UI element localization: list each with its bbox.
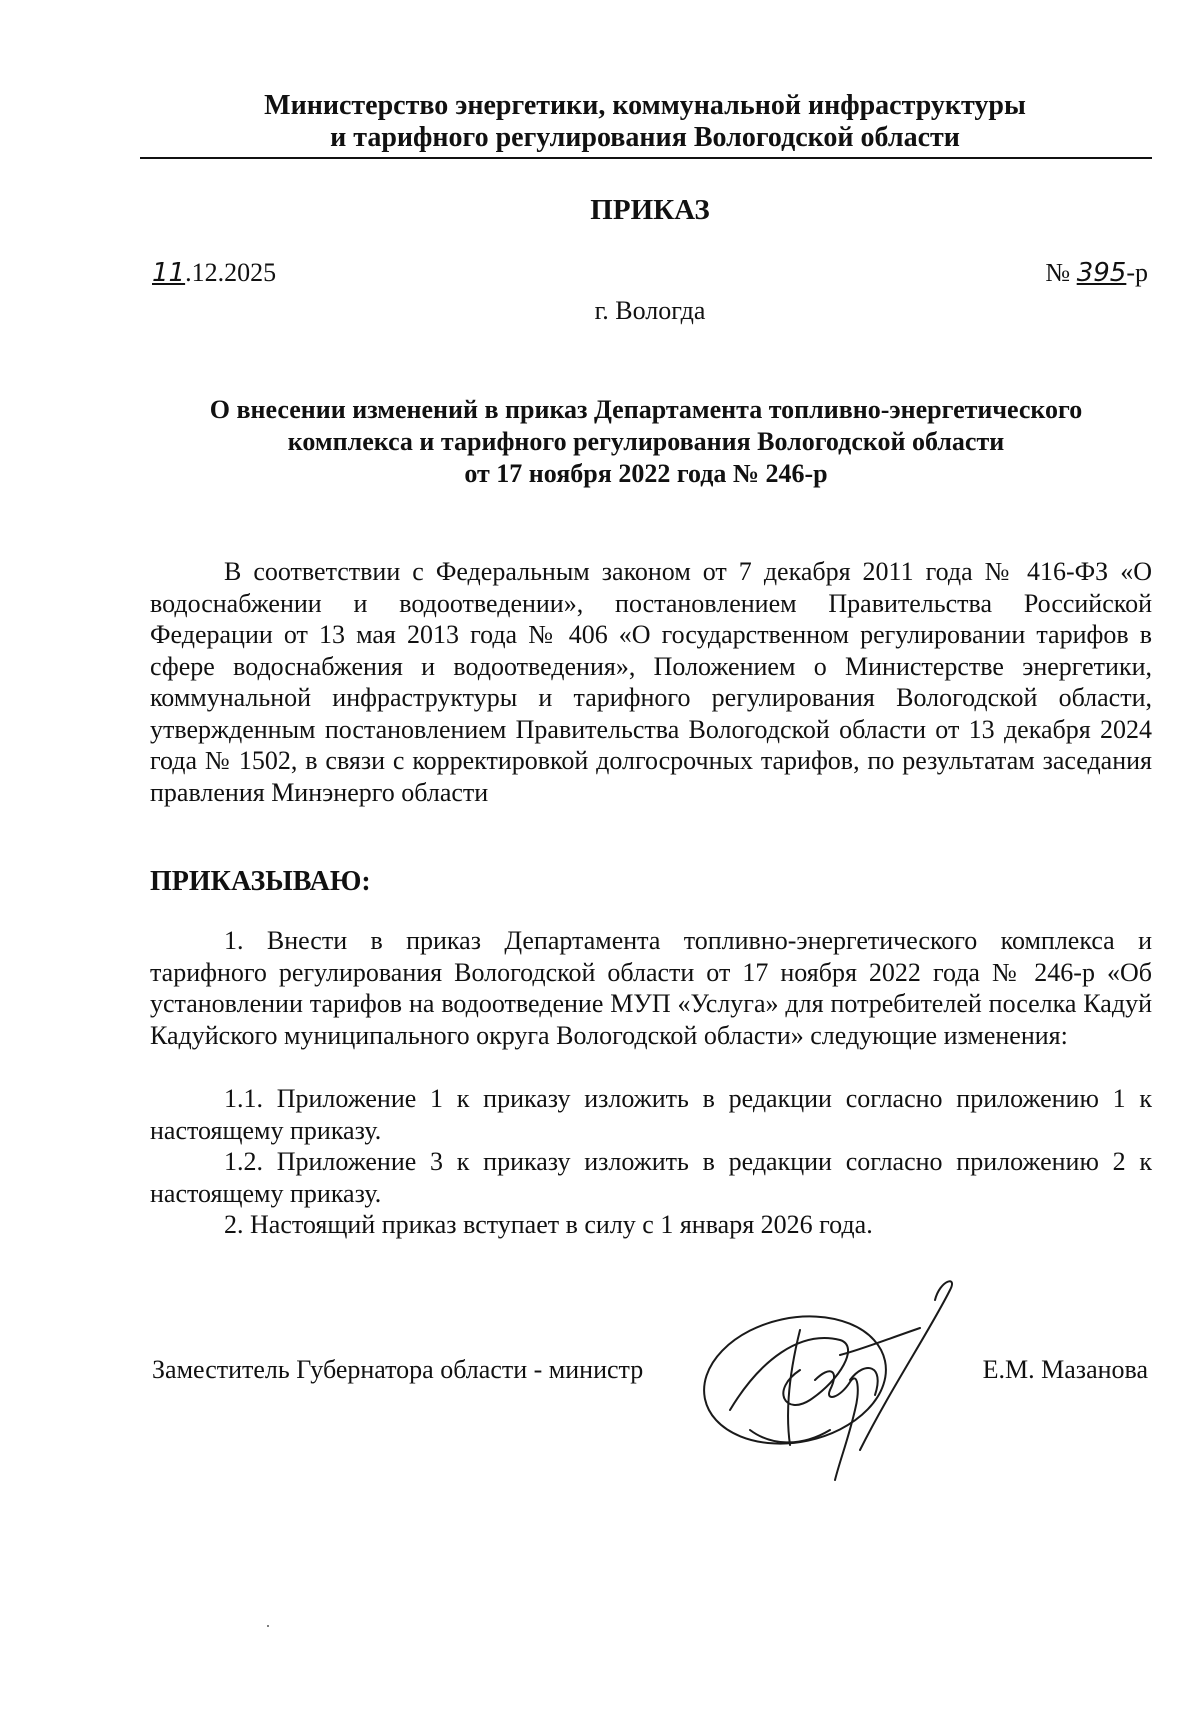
city-name: г. Вологда (594, 296, 706, 325)
header-divider (140, 157, 1152, 159)
ministry-header (140, 90, 1150, 154)
scan-speck (267, 1625, 269, 1627)
handwritten-signature (690, 1270, 990, 1490)
order-subject-line-1: О внесении изменений в приказ Департамента топливно-энергетического (209, 395, 1083, 424)
signatory-name: Е.М. Мазанова (982, 1355, 1148, 1384)
order-subject (140, 394, 1152, 490)
order-item-1: 1. Внести в приказ Департамента топливно-энергетического комплекса и тарифного регулирования Вологодской области от 17 ноября 2022 года № 246-р «Об установлении тарифов на водоотведение МУП «Услуга» для потребителей поселка Кадуй Кадуйского муниципального округа Вологодской области» следующие изменения: (150, 926, 1152, 1050)
command-word: ПРИКАЗЫВАЮ: (150, 866, 371, 897)
signatory-position: Заместитель Губернатора области - министр (152, 1355, 644, 1384)
order-item-2: 2. Настоящий приказ вступает в силу с 1 января 2026 года. (224, 1210, 873, 1239)
order-subject-line-3: от 17 ноября 2022 года № 246-р (464, 459, 828, 488)
order-number-suffix: -р (1126, 258, 1148, 287)
preamble-paragraph: В соответствии с Федеральным законом от 7 декабря 2011 года № 416-ФЗ «О водоснабжении и водоотведении», постановлением Правительства Российской Федерации от 13 мая 2013 года № 406 «О государственном регулировании тарифов в сфере водоснабжения и водоотведения», Положением о Министерстве энергетики, коммунальной инфраструктуры и тарифного регулирования Вологодской области, утвержденным постановлением Правительства Вологодской области от 13 декабря 2024 года № 1502, в связи с корректировкой долгосрочных тарифов, по результатам заседания правления Минэнерго области (150, 557, 1152, 807)
order-subject-line-2: комплекса и тарифного регулирования Вологодской области (287, 427, 1005, 456)
order-number (1045, 258, 1148, 288)
order-date-rest: .12.2025 (185, 258, 277, 287)
ministry-name-line-1: Министерство энергетики, коммунальной инфраструктуры (264, 90, 1026, 121)
order-date (152, 258, 276, 288)
order-date-day: 11 (152, 258, 186, 288)
order-number-value: 395 (1076, 258, 1127, 288)
order-item-1-2: 1.2. Приложение 3 к приказу изложить в редакции согласно приложению 2 к настоящему приказу. (150, 1147, 1152, 1208)
order-item-1-1: 1.1. Приложение 1 к приказу изложить в редакции согласно приложению 1 к настоящему приказу. (150, 1084, 1152, 1145)
order-number-prefix: № (1045, 258, 1071, 287)
ministry-name-line-2: и тарифного регулирования Вологодской области (330, 122, 960, 153)
document-title: ПРИКАЗ (590, 194, 710, 226)
